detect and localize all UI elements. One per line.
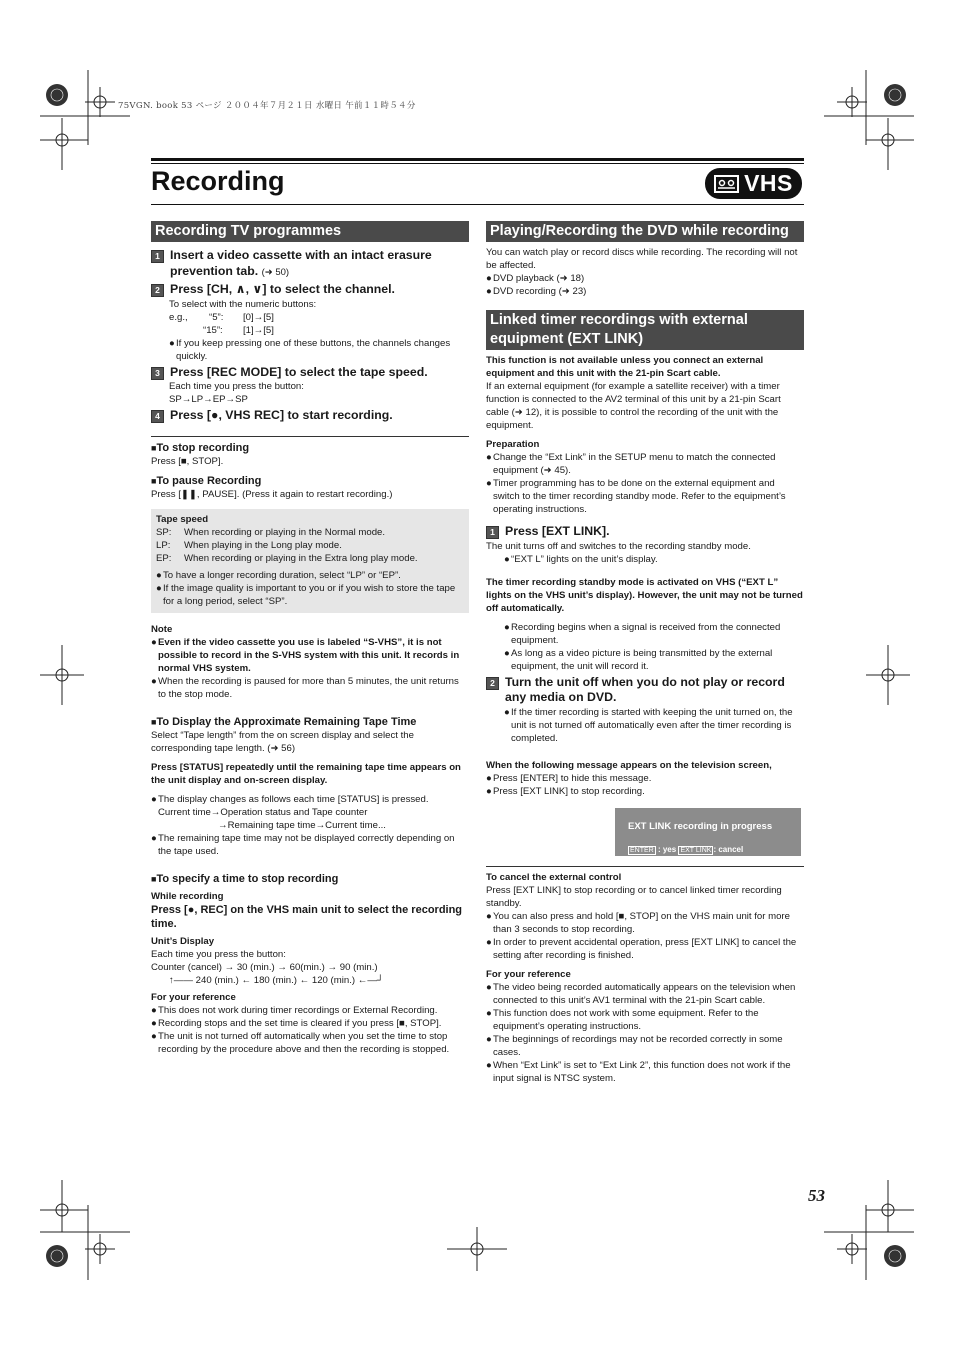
reference-title: For your reference xyxy=(151,991,236,1003)
page-ref: (➜ 50) xyxy=(261,266,290,278)
tape-speed-bullet: To have a longer recording duration, select “LP” or “EP”. xyxy=(163,569,401,581)
example-key: “15”: xyxy=(203,324,223,336)
preparation-title: Preparation xyxy=(486,439,540,450)
step-number: 2 xyxy=(486,677,499,690)
remaining-time-instruction: Press [STATUS] repeatedly until the remaining tape time appears on the unit display and on-screen display. xyxy=(151,761,461,786)
speed-key: SP: xyxy=(156,526,172,538)
dvd-while-recording-text: You can watch play or record discs while recording. The recording will not be affected. xyxy=(486,247,798,271)
section-title-playing-recording-dvd: Playing/Recording the DVD while recording xyxy=(486,221,804,242)
step-1-text: Insert a video cassette with an intact erasure prevention tab. xyxy=(170,248,432,278)
unit-display-line: Each time you press the button: xyxy=(151,948,286,960)
step-number: 3 xyxy=(151,367,164,380)
speed-desc: When recording or playing in the Extra long play mode. xyxy=(184,552,418,564)
status-sequence: Current time→Operation status and Tape counter xyxy=(158,806,368,818)
cassette-icon xyxy=(714,175,739,193)
specify-time-heading: To specify a time to stop recording xyxy=(156,872,339,885)
status-bullet: The display changes as follows each time [STATUS] is pressed. xyxy=(158,793,429,805)
step-2 xyxy=(151,282,469,298)
tape-speed-bullet: If the image quality is important to you or if you wish to store the tape for a long period, select “SP”. xyxy=(163,582,456,607)
unit-display-title: Unit’s Display xyxy=(151,935,215,947)
on-screen-message-box xyxy=(615,808,801,856)
step-3-sequence: SP→LP→EP→SP xyxy=(169,394,248,405)
step-1 xyxy=(151,248,469,280)
reference-bullet: When “Ext Link” is set to “Ext Link 2”, this function does not work if the input signal is NTSC system. xyxy=(493,1059,791,1084)
reference-bullet: The beginnings of recordings may not be recorded correctly in some cases. xyxy=(493,1033,783,1058)
step-2-line: To select with the numeric buttons: xyxy=(169,298,317,310)
page-title: Recording xyxy=(151,166,285,196)
ext-step-1-line: The unit turns off and switches to the recording standby mode. xyxy=(486,540,751,552)
osd-cancel: : cancel xyxy=(713,844,744,854)
ext-step-1 xyxy=(486,524,804,540)
section-title-recording-tv: Recording TV programmes xyxy=(151,221,469,242)
osd-message: EXT LINK recording in progress xyxy=(628,820,773,832)
example-key: “5”: xyxy=(209,311,224,323)
step-number: 2 xyxy=(151,284,164,297)
speed-desc: When recording or playing in the Normal mode. xyxy=(184,526,386,538)
stop-recording-heading: To stop recording xyxy=(156,441,250,454)
speed-key: EP: xyxy=(156,552,172,564)
ext-link-key-label: EXT LINK xyxy=(680,846,712,854)
status-sequence-cont: →Remaining tape time→Current time... xyxy=(218,819,386,831)
dvd-bullet: DVD recording (➜ 23) xyxy=(493,286,587,297)
page-number: 53 xyxy=(808,1186,825,1205)
step-number: 4 xyxy=(151,410,164,423)
reference-title: For your reference xyxy=(486,968,571,980)
step-4-text: Press [●, VHS REC] to start recording. xyxy=(170,408,393,422)
step-3-text: Press [REC MODE] to select the tape speed. xyxy=(170,364,428,379)
vhs-badge-label: VHS xyxy=(744,170,793,196)
step-3 xyxy=(151,365,469,381)
tape-speed-row xyxy=(156,526,464,539)
ext-step-2-bullet: If the timer recording is started with keeping the unit turned on, the unit is not turned off automatically even after the timer recording is completed. xyxy=(511,706,793,744)
reference-bullet: The video being recorded automatically appears on the television when connected to this unit’s AV1 terminal with the 21-pin Scart cable. xyxy=(493,981,796,1006)
message-notice: When the following message appears on the television screen, xyxy=(486,759,772,771)
tape-speed-box: Tape speed SP: When recording or playing in the Normal mode. LP: When playing in the Long play mode. EP: When recording or playing in the Extra long play mode. ● To have a longer recording duration, select “LP” or “EP”. ● If the image quality is important to you or if you wish to store the tape for a long period, select “SP”. xyxy=(151,509,469,613)
stop-recording-text: Press [■, STOP]. xyxy=(151,455,224,467)
section-title-ext-link: Linked timer recordings with external equipment (EXT LINK) xyxy=(486,310,804,350)
example-value: [0]→[5] xyxy=(243,311,274,323)
cancel-control-text: Press [EXT LINK] to stop recording or to cancel linked timer recording standby. xyxy=(486,884,782,909)
note-title: Note xyxy=(151,623,173,635)
page-ref: (➜ 56) xyxy=(267,742,296,754)
top-rule-thick xyxy=(151,158,804,161)
ext-step-2 xyxy=(486,675,804,706)
speed-desc: When playing in the Long play mode. xyxy=(184,539,342,551)
vhs-badge xyxy=(705,168,802,199)
reference-bullet: The unit is not turned off automatically when you set the time to stop recording by the procedure above and then the recording is stopped. xyxy=(158,1030,450,1055)
ext-step-1-bullet: “EXT L” lights on the unit’s display. xyxy=(511,553,658,565)
preparation-bullet: Timer programming has to be done on the external equipment and switch to the timer recording standby mode. Refer to the equipment’s operating instructions. xyxy=(493,478,786,515)
book-header-line: 75VGN. book 53 ページ ２００４年７月２１日 水曜日 午前１１時５４分 xyxy=(118,101,416,111)
left-column: Recording TV programmes 1 Insert a video cassette with an intact erasure prevention tab. (➜ 50) 2 Press [CH, ∧, ∨] to select the channel. To select with the numeric buttons: e.g., “5”: [0]→[5] “15”: [1]→[5] ● If you keep pressing one of these buttons, the channels changes quickly. 3 Press [REC MODE] to select the tape speed. Each time you press the button: SP→LP→EP→SP 4 Press [●, VHS REC] to start recording. ■To stop recording Press [■, STOP]. ■To pause Recording Press [❚❚, PAUSE]. (Press it again to restart recording.) Tape speed SP: When recording or playing in the Normal mode. LP: When playing in the Long play mode. EP: When recording or playing in the Extra long play mode. ● To have a longer recording duration, select “LP” or “EP”. ● If the image quality is important to you or if you wish to store the tape for a long period, select “SP”. Note ● Even if the video cassette you use is labeled “S-VHS”, it is not possible to record in the S-VHS system with this unit. It records in normal VHS system. ● When the recording is paused for more than 5 minutes, the unit returns to the stop mode. ■To Display the Approximate Remaining Tape Time Select “Tape length” from the on screen display and select the corresponding tape length. (➜ 56) Press [STATUS] repeatedly until the remaining tape time appears on the unit display and on-screen display. ● The display changes as follows each time [STATUS] is pressed. Current time→Operation status and Tape counter →Remaining tape time→Current time... ● The remaining tape time may not be displayed correctly depending on the tape used. ■To specify a time to stop recording While recording Press [●, REC] on the VHS main unit to select the recording time. Unit’s Display Each time you press the button: Counter (cancel) → 30 (min.) → 60(min.) → 90 (min.) ↑—— 240 (min.) ← 180 (min.) ← 120 (min.) ←—┘ For your reference ● This does not work during timer recordings or External Recording. ● Recording stops and the set time is cleared if you press [■, STOP]. ● The unit is not turned off automatically when you set the time to stop recording by the procedure above and then the recording is stopped. xyxy=(151,221,469,1056)
top-rule-thin xyxy=(151,163,804,164)
right-column: Playing/Recording the DVD while recording You can watch play or record discs while recording. The recording will not be affected. ● DVD playback (➜ 18) ● DVD recording (➜ 23) Linked timer recordings with external equipment (EXT LINK) This function is not available unless you connect an external equipment and this unit with the 21-pin Scart cable. If an external equipment (for example a satellite receiver) with a timer function is connected to the AV2 terminal of this unit by a 21-pin Scart cable (➜ 12), it is possible to control the recording of the unit with the equipment. Preparation ● Change the “Ext Link” in the SETUP menu to match the connected equipment (➜ 45). ● Timer programming has to be done on the external equipment and switch to the timer recording standby mode. Refer to the equipment’s operating instructions. 1 Press [EXT LINK]. The unit turns off and switches to the recording standby mode. ● “EXT L” lights on the unit’s display. The timer recording standby mode is activated on VHS (“EXT L” lights on the VHS unit’s display). However, the unit may not be turned off automatically. ● Recording begins when a signal is received from the connected equipment. ● As long as a video picture is being transmitted by the external equipment, the unit will record it. 2 Turn the unit off when you do not play or record any media on DVD. ● If the timer recording is started with keeping the unit turned on, the unit is not turned off automatically even after the timer recording is completed. When the following message appears on the television screen, ● Press [ENTER] to hide this message. ● Press [EXT LINK] to stop recording. EXT LINK recording in progress ENTER : yes EXT LINK : cancel To cancel the external control Press [EXT LINK] to stop recording or to cancel linked timer recording standby. ● You can also press and hold [■, STOP] on the VHS main unit for more than 3 seconds to stop recording. ● In order to prevent accidental operation, press [EXT LINK] to cancel the setting after recording is finished. For your reference ● The video being recorded automatically appears on the television when connected to this unit’s AV1 terminal with the 21-pin Scart cable. ● This function does not work with some equipment. Refer to the equipment’s operating instructions. ● The beginnings of recordings may not be recorded correctly in some cases. ● When “Ext Link” is set to “Ext Link 2”, this function does not work if the input signal is NTSC system. xyxy=(486,223,803,1084)
example-value: [1]→[5] xyxy=(243,324,274,336)
step-number: 1 xyxy=(151,250,164,263)
remaining-bullet: The remaining tape time may not be displayed correctly depending on the tape used. xyxy=(158,832,455,857)
remaining-time-text: Select “Tape length” from the on screen display and select the corresponding tape length. xyxy=(151,729,414,754)
cancel-bullet: In order to prevent accidental operation, press [EXT LINK] to cancel the setting after recording is finished. xyxy=(493,936,797,961)
standby-bullet: As long as a video picture is being transmitted by the external equipment, the unit will record it. xyxy=(511,647,773,672)
osd-yes: : yes xyxy=(657,844,677,854)
standby-bullet: Recording begins when a signal is received from the connected equipment. xyxy=(511,621,781,646)
unit-display-sequence-return: ↑—— 240 (min.) ← 180 (min.) ← 120 (min.) ←—┘ xyxy=(169,974,384,986)
specify-time-instruction: Press [●, REC] on the VHS main unit to select the recording time. xyxy=(151,903,463,930)
step-2-text: Press [CH, ∧, ∨] to select the channel. xyxy=(170,282,395,296)
reference-bullet: This does not work during timer recordings or External Recording. xyxy=(158,1004,438,1016)
speed-key: LP: xyxy=(156,539,171,551)
dvd-bullet: DVD playback (➜ 18) xyxy=(493,273,585,284)
message-bullet: Press [EXT LINK] to stop recording. xyxy=(493,785,645,797)
while-recording-label: While recording xyxy=(151,890,224,902)
pause-recording-text: Press [❚❚, PAUSE]. (Press it again to restart recording.) xyxy=(151,488,393,500)
tape-speed-title: Tape speed xyxy=(156,513,209,525)
eg-label: e.g., xyxy=(169,311,188,323)
title-underline xyxy=(151,204,804,205)
note-bullet: When the recording is paused for more than 5 minutes, the unit returns to the stop mode. xyxy=(158,675,459,700)
tape-speed-row xyxy=(156,539,464,552)
remaining-time-heading: To Display the Approximate Remaining Tape Time xyxy=(156,715,417,728)
step-3-line: Each time you press the button: xyxy=(169,381,304,392)
preparation-bullet: Change the “Ext Link” in the SETUP menu to match the connected equipment (➜ 45). xyxy=(493,452,776,476)
step-4 xyxy=(151,408,469,424)
reference-bullet: This function does not work with some equipment. Refer to the equipment’s operating instructions. xyxy=(493,1007,759,1032)
ext-link-requirement: This function is not available unless you connect an external equipment and this unit with the 21-pin Scart cable. xyxy=(486,355,764,379)
standby-mode-notice: The timer recording standby mode is activated on VHS (“EXT L” lights on the VHS unit’s display). However, the unit may not be turned off automatically. xyxy=(486,576,803,614)
ext-step-1-text: Press [EXT LINK]. xyxy=(505,524,610,538)
tape-speed-row xyxy=(156,552,464,565)
ext-step-2-text: Turn the unit off when you do not play or record any media on DVD. xyxy=(505,674,785,704)
enter-key-label: ENTER xyxy=(630,846,654,854)
ext-link-description: If an external equipment (for example a satellite receiver) with a timer function is connected to the AV2 terminal of this unit by a 21-pin Scart cable (➜ 12), it is possible to control the recording of the unit with the equipment. xyxy=(486,381,781,431)
cancel-control-title: To cancel the external control xyxy=(486,871,622,883)
cancel-bullet: You can also press and hold [■, STOP] on the VHS main unit for more than 3 seconds to stop recording. xyxy=(493,910,790,935)
reference-bullet: Recording stops and the set time is cleared if you press [■, STOP]. xyxy=(158,1017,442,1029)
step-number: 1 xyxy=(486,526,499,539)
pause-recording-heading: To pause Recording xyxy=(156,474,262,487)
step-2-bullet: If you keep pressing one of these buttons, the channels changes quickly. xyxy=(176,337,451,362)
message-bullet: Press [ENTER] to hide this message. xyxy=(493,772,652,784)
unit-display-sequence: Counter (cancel) → 30 (min.) → 60(min.) → 90 (min.) xyxy=(151,961,378,973)
note-bullet: Even if the video cassette you use is labeled “S-VHS”, it is not possible to record in the S-VHS system with this unit. It records in normal VHS system. xyxy=(158,636,460,674)
